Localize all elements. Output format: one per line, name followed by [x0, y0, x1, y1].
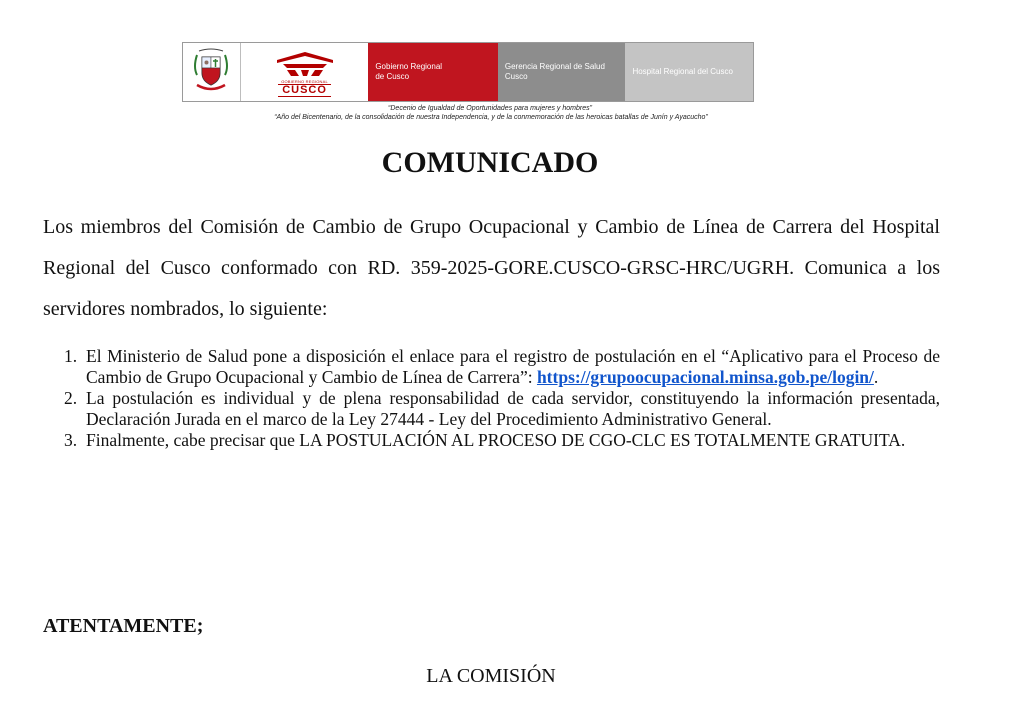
list-item — [43, 388, 940, 430]
list-item-number: 2. — [64, 388, 78, 408]
list-item — [43, 430, 940, 451]
list-item — [43, 346, 940, 388]
banner-segment-label: Gobierno Regional de Cusco — [375, 62, 443, 81]
banner-segment-gerencia-salud — [498, 43, 626, 101]
coat-of-arms-icon — [191, 47, 231, 97]
numbered-list — [43, 346, 940, 451]
list-item-suffix: . — [873, 367, 879, 387]
motto-decenio: “Decenio de Igualdad de Oportunidades para mujeres y hombres” — [388, 105, 592, 112]
intro-paragraph: Los miembros del Comisión de Cambio de Grupo Ocupacional y Cambio de Línea de Carrera del Hospital Regional del Cusco conformado con RD. 359-2025-GORE.CUSCO-GRSC-HRC/UGRH. Comunica a los servidores nombrados, lo siguiente: — [43, 216, 940, 320]
banner-segment-hospital — [625, 43, 753, 101]
list-item-number: 3. — [64, 430, 78, 450]
cusco-logo-name: CUSCO — [278, 84, 331, 97]
list-item-text: Finalmente, cabe precisar que LA POSTULACIÓN AL PROCESO DE CGO-CLC ES TOTALMENTE GRATUITA. — [86, 430, 906, 450]
cusco-emblem-icon — [273, 50, 337, 78]
motto-bicentenario: “Año del Bicentenario, de la consolidación de nuestra Independencia, y de la conmemoración de las heroicas batallas de Junín y Ayacucho” — [274, 114, 708, 121]
list-item-text: La postulación es individual y de plena responsabilidad de cada servidor, constituyendo la información presentada, Declaración Jurada en el marco de la Ley 27444 - Ley del Procedimiento Administrativo General. — [86, 388, 940, 429]
closing-salutation: ATENTAMENTE; — [43, 615, 204, 637]
signature: LA COMISIÓN — [426, 665, 556, 687]
cusco-logo-caption: GOBIERNO REGIONAL — [281, 78, 328, 84]
registration-link[interactable]: https://grupoocupacional.minsa.gob.pe/login/ — [536, 367, 874, 387]
header-banner — [182, 42, 754, 102]
banner-segment-label: Hospital Regional del Cusco — [632, 67, 733, 76]
peru-coat-of-arms-logo — [183, 43, 241, 101]
list-item-text: El Ministerio de Salud pone a disposición el enlace para el registro de postulación en el “Aplicativo para el Proceso de Cambio de Grupo Ocupacional y Cambio de Línea de Carrera”: — [86, 346, 940, 387]
banner-segment-label: Gerencia Regional de Salud Cusco — [504, 62, 605, 81]
gobierno-regional-cusco-logo — [241, 43, 369, 101]
list-item-number: 1. — [64, 346, 78, 366]
page-title: COMUNICADO — [381, 146, 599, 179]
banner-segment-gobierno-regional — [368, 43, 498, 101]
